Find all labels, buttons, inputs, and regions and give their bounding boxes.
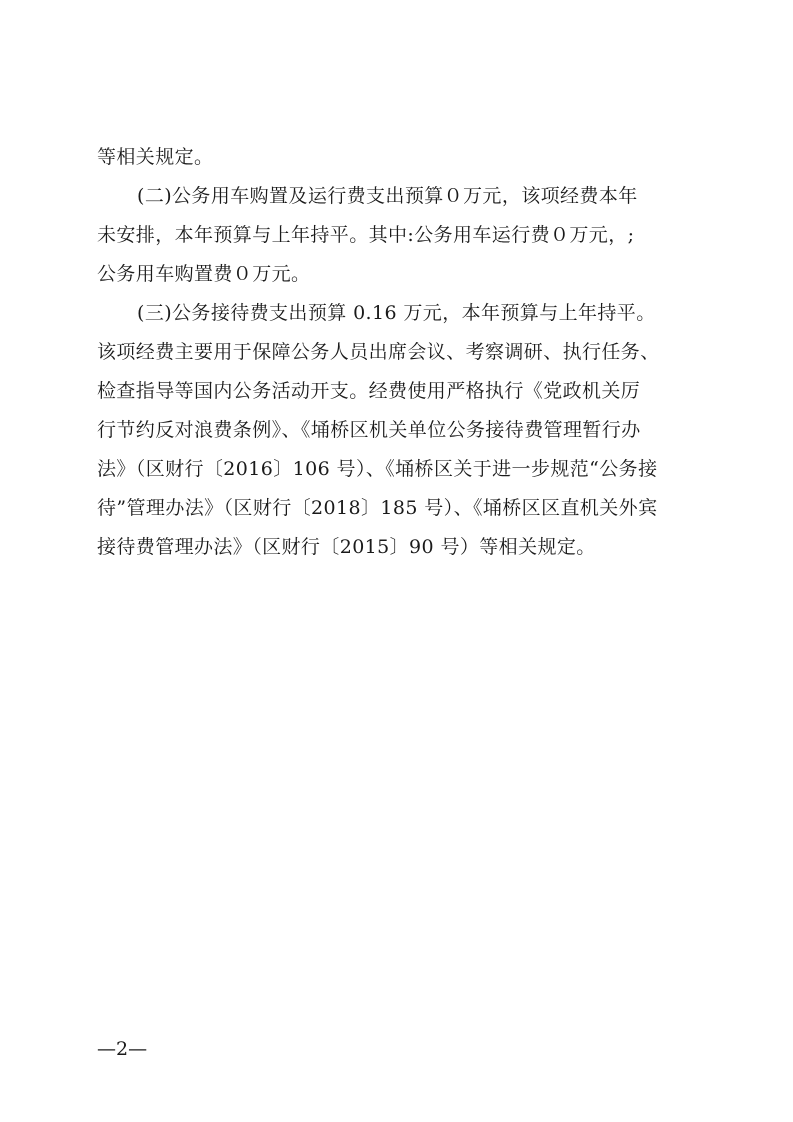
text-line: 法》（区财行〔2016〕106 号）、《埇桥区关于进一步规范“公务接 [97, 458, 658, 480]
text-line: 待”管理办法》（区财行〔2018〕185 号）、《埇桥区区直机关外宾 [97, 497, 658, 519]
text-line: 接待费管理办法》（区财行〔2015〕90 号）等相关规定。 [97, 536, 596, 558]
body-text [97, 138, 703, 567]
text-line: 等相关规定。 [97, 146, 214, 168]
text-line: (二)公务用车购置及运行费支出预算０万元，该项经费本年 [137, 185, 638, 207]
text-line: 未安排，本年预算与上年持平。其中:公务用车运行费０万元，; [97, 224, 635, 246]
text-line: 检查指导等国内公务活动开支。经费使用严格执行《党政机关厉 [97, 380, 641, 402]
text-line: 该项经费主要用于保障公务人员出席会议、考察调研、执行任务、 [97, 341, 660, 363]
text-line: 行节约反对浪费条例》、《埇桥区机关单位公务接待费管理暂行办 [97, 419, 641, 441]
page-number: —2— [97, 1038, 148, 1060]
text-line: 公务用车购置费０万元。 [97, 263, 311, 285]
text-line: (三)公务接待费支出预算 0.16 万元，本年预算与上年持平。 [137, 302, 656, 324]
